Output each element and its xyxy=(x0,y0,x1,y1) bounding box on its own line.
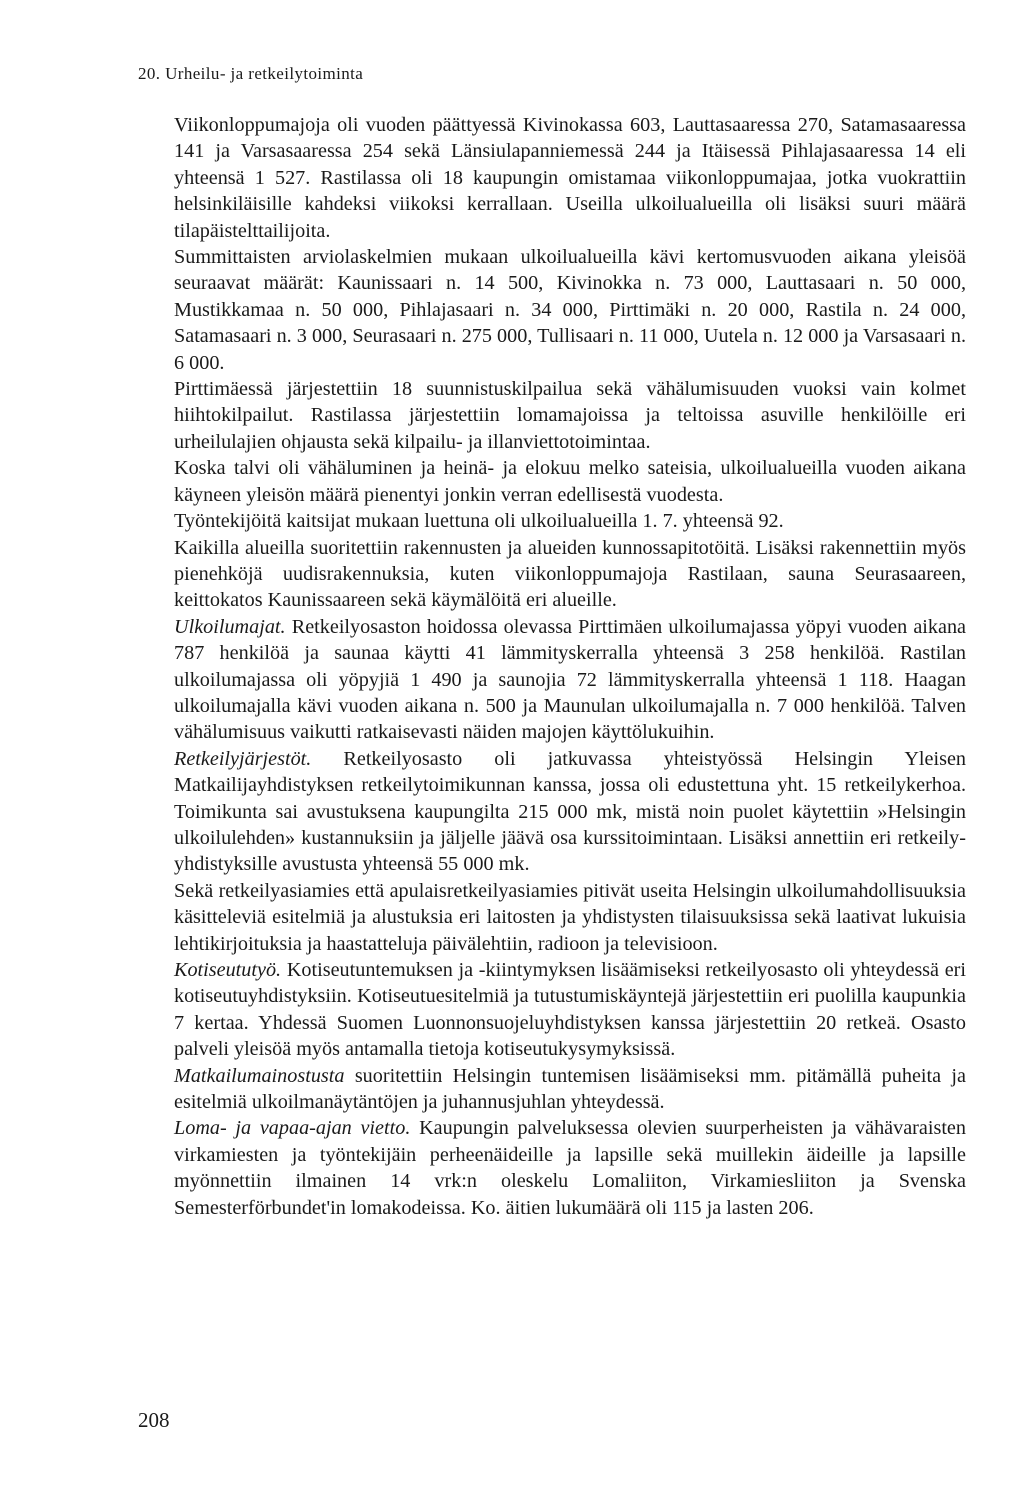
paragraph-text: Kotiseutuntemuksen ja -kiintymyksen lisäämiseksi retkeilyosasto oli yhteydessä eri kotiseutuyhdistyksiin. Kotiseutuesitelmiä ja tutustumiskäyntejä järjestettiin eri puolilla kaupunkia 7 kertaa. Yhdessä Suomen Luonnonsuojeluyhdistyksen kanssa järjestettiin 20 retkeä. Osasto palveli yleisöä myös antamalla tietoja kotiseutukysymyksissä. xyxy=(174,959,966,1061)
paragraph-lead: Kotiseututyö. xyxy=(174,959,282,981)
paragraph-outdoor-lodges xyxy=(174,614,966,746)
paragraph-text: Kaupungin palveluksessa olevien suurperheisten ja vähävaraisten virkamiesten ja työntekijäin perheenäideille ja lapsille sekä muillekin äideille ja lapsille myönnettiin ilmainen 14 vrk:n oleskelu Lomaliiton, Virkamiesliiton ja Svenska Semesterförbundet'in lomakodeissa. Ko. äitien lukumäärä oli 115 ja lasten 206. xyxy=(174,1117,966,1219)
paragraph-hiking-organizations xyxy=(174,746,966,878)
paragraph-lead: Ulkoilumajat. xyxy=(174,615,286,638)
paragraph-text: Kaikilla alueilla suoritettiin rakennusten ja alueiden kunnossapitotöitä. Lisäksi rakennettiin myös pienehköjä uudisrakennuksia, kuten viikonloppumajoja Rastilaan, sauna Seurasaareen, keittokatos Kaunissaareen sekä käymälöitä eri alueille. xyxy=(174,536,966,612)
paragraph-text: Työntekijöitä kaitsijat mukaan luettuna oli ulkoilualueilla 1. 7. yhteensä 92. xyxy=(174,510,784,533)
paragraph-text: suoritettiin Helsingin tuntemisen lisäämiseksi mm. pitämällä puheita ja esitelmiä ulkoilmanäytäntöjen ja juhannusjuhlan yhteydessä. xyxy=(174,1064,967,1114)
paragraph-text: Summittaisten arviolaskelmien mukaan ulkoilualueilla kävi kertomusvuoden aikana yleisöä seuraavat määrät: Kaunissaari n. 14 500, Kivinokka n. 73 000, Lauttasaari n. 50 000, Mustikkamaa n. 50 000, Pihlajasaari n. 34 000, Pirttimäki n. 20 000, Rastila n. 24 000, Satamasaari n. 3 000, Seurasaari n. 275 000, Tullisaari n. 11 000, Uutela n. 12 000 ja Varsasaari n. 6 000. xyxy=(174,246,966,374)
paragraph-lead: Matkailumainostusta xyxy=(174,1064,345,1087)
paragraph-weather xyxy=(174,455,966,508)
running-header: 20. Urheilu- ja retkeilytoiminta xyxy=(138,64,364,83)
paragraph-lead: Retkeilyjärjestöt. xyxy=(174,747,312,770)
paragraph-text: Retkeilyosasto oli jatkuvassa yhteistyössä Helsingin Yleisen Matkailijayhdistyksen retkeilytoimikunnan kanssa, jossa oli edustettuna yht. 15 retkeilykerhoa. Toimikunta sai avustuksena kaupungilta 215 000 mk, mistä noin puolet käytettiin »Helsingin ulkoilulehden» kustannuksiin ja jäljelle jäävä osa kurssitoimintaan. Lisäksi annettiin eri retkeily-yhdistyksille avustusta yhteensä 55 000 mk. xyxy=(174,747,966,876)
paragraph-text: Pirttimäessä järjestettiin 18 suunnistuskilpailua sekä vähälumisuuden vuoksi vain kolmet hiihtokilpailut. Rastilassa järjestettiin lomamajoissa ja teltoissa asuville henkilöille eri urheilulajien ohjausta sekä kilpailu- ja illanviettotoimintaa. xyxy=(174,378,966,453)
paragraph-visitor-counts xyxy=(174,244,966,376)
paragraph-text: Retkeilyosaston hoidossa olevassa Pirttimäen ulkoilumajassa yöpyi vuoden aikana 787 henkilöä ja saunaa käytti 41 lämmityskerralla yhteensä 3 258 henkilöä. Rastilan ulkoilumajassa oli yöpyjiä 1 490 ja saunojia 72 lämmityskerralla yhteensä 1 118. Haagan ulkoilumajalla kävi vuoden aikana n. 500 ja Maunulan ulkoilumajalla n. 7 000 henkilöä. Talven vähälumisuus vaikutti ratkaisevasti näiden majojen käyttölukuihin. xyxy=(174,615,966,744)
paragraph-lectures xyxy=(174,878,966,957)
page-number: 208 xyxy=(138,1408,170,1432)
paragraph-holidays xyxy=(174,1115,966,1221)
paragraph-lead: Loma- ja vapaa-ajan vietto. xyxy=(174,1117,411,1140)
paragraph-local-heritage xyxy=(174,957,966,1063)
paragraph-weekend-cabins xyxy=(174,112,966,244)
body-text xyxy=(174,112,966,1221)
paragraph-tourism-promotion xyxy=(174,1063,966,1116)
paragraph-text: Koska talvi oli vähäluminen ja heinä- ja elokuu melko sateisia, ulkoilualueilla vuoden aikana käyneen yleisön määrä pienentyi jonkin verran edellisestä vuodesta. xyxy=(174,457,966,506)
paragraph-text: Sekä retkeilyasiamies että apulaisretkeilyasiamies pitivät useita Helsingin ulkoilumahdollisuuksia käsitteleviä esitelmiä ja alustuksia eri laitosten ja yhdistysten tilaisuuksissa sekä laativat lukuisia lehtikirjoituksia ja haastatteluja päivälehtiin, radioon ja televisioon. xyxy=(174,879,966,955)
paragraph-text: Viikonloppumajoja oli vuoden päättyessä Kivinokassa 603, Lauttasaaressa 270, Satamasaaressa 141 ja Varsasaaressa 254 sekä Länsiulapanniemessä 244 ja Itäisessä Pihlajasaaressa 14 eli yhteensä 1 527. Rastilassa oli 18 kaupungin omistamaa viikonloppumajaa, jotka vuokrattiin helsinkiläisille kahdeksi viikoksi kerrallaan. Useilla ulkoilualueilla oli lisäksi suuri määrä tilapäistelttailijoita. xyxy=(174,114,966,242)
paragraph-competitions xyxy=(174,376,966,455)
paragraph-workers xyxy=(174,508,966,534)
paragraph-maintenance xyxy=(174,535,966,614)
